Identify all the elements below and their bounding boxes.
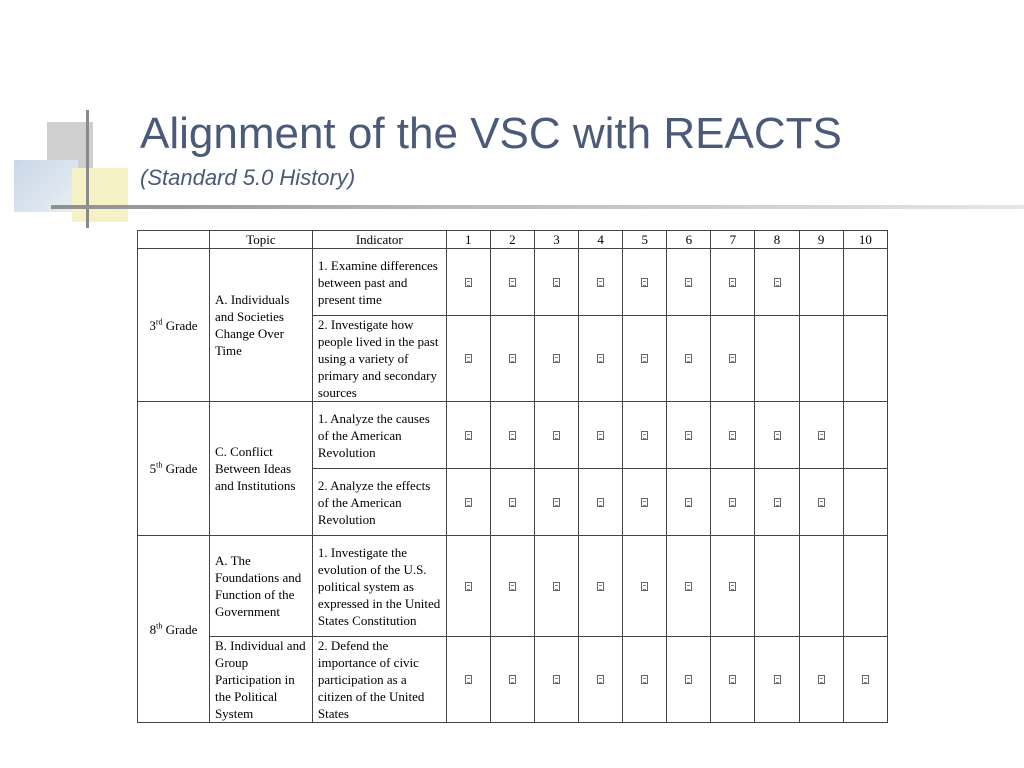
checkbox-mark-icon: [818, 498, 825, 507]
checkbox-mark-icon: [509, 278, 516, 287]
mark-cell: [667, 249, 711, 316]
checkbox-mark-icon: [729, 675, 736, 684]
checkbox-mark-icon: [774, 675, 781, 684]
checkbox-mark-icon: [597, 675, 604, 684]
checkbox-mark-icon: [465, 431, 472, 440]
table-row: [138, 637, 888, 723]
checkbox-mark-icon: [774, 498, 781, 507]
mark-cell: [799, 469, 843, 536]
mark-cell: [534, 637, 578, 723]
mark-cell: [446, 316, 490, 402]
indicator-cell: 2. Analyze the effects of the American Revolution: [312, 469, 446, 536]
checkbox-mark-icon: [509, 498, 516, 507]
mark-cell: [446, 536, 490, 637]
mark-cell: [755, 402, 799, 469]
table-row: [138, 402, 888, 469]
checkbox-mark-icon: [729, 582, 736, 591]
checkbox-mark-icon: [553, 675, 560, 684]
header-row: [138, 231, 888, 249]
mark-cell: [490, 469, 534, 536]
indicator-cell: 2. Defend the importance of civic participation as a citizen of the United States: [312, 637, 446, 723]
decor-horizontal-rule: [51, 205, 1024, 209]
grade-label: Grade: [165, 461, 198, 476]
checkbox-mark-icon: [553, 582, 560, 591]
checkbox-mark-icon: [729, 498, 736, 507]
mark-cell: [667, 316, 711, 402]
mark-cell: [799, 249, 843, 316]
checkbox-mark-icon: [509, 582, 516, 591]
mark-cell: [623, 637, 667, 723]
checkbox-mark-icon: [818, 431, 825, 440]
checkbox-mark-icon: [465, 498, 472, 507]
checkbox-mark-icon: [685, 675, 692, 684]
decor-yellow-square: [72, 168, 128, 222]
header-cell: 6: [667, 231, 711, 249]
grade-number: 8: [149, 621, 157, 637]
checkbox-mark-icon: [685, 582, 692, 591]
header-cell: 1: [446, 231, 490, 249]
topic-cell: B. Individual and Group Participation in the Political System: [209, 637, 312, 723]
mark-cell: [755, 637, 799, 723]
checkbox-mark-icon: [685, 498, 692, 507]
mark-cell: [490, 637, 534, 723]
mark-cell: [843, 316, 887, 402]
mark-cell: [446, 249, 490, 316]
checkbox-mark-icon: [729, 431, 736, 440]
checkbox-mark-icon: [553, 431, 560, 440]
checkbox-mark-icon: [465, 582, 472, 591]
checkbox-mark-icon: [729, 278, 736, 287]
checkbox-mark-icon: [685, 431, 692, 440]
checkbox-mark-icon: [685, 278, 692, 287]
indicator-cell: 1. Investigate the evolution of the U.S. political system as expressed in the United States Constitution: [312, 536, 446, 637]
header-cell: [138, 231, 210, 249]
mark-cell: [711, 402, 755, 469]
checkbox-mark-icon: [641, 354, 648, 363]
checkbox-mark-icon: [597, 431, 604, 440]
mark-cell: [623, 402, 667, 469]
checkbox-mark-icon: [465, 354, 472, 363]
grade-number: 3: [149, 317, 156, 333]
topic-cell: A. Individuals and Societies Change Over Time: [209, 249, 312, 402]
mark-cell: [446, 469, 490, 536]
checkbox-mark-icon: [862, 675, 869, 684]
grade-label: Grade: [165, 317, 198, 333]
table-row: [138, 536, 888, 637]
grade-label: Grade: [165, 621, 198, 637]
topic-cell: A. The Foundations and Function of the Government: [209, 536, 312, 637]
mark-cell: [490, 402, 534, 469]
mark-cell: [623, 469, 667, 536]
header-cell: 3: [534, 231, 578, 249]
header-cell: Indicator: [312, 231, 446, 249]
header-cell: 9: [799, 231, 843, 249]
mark-cell: [843, 249, 887, 316]
mark-cell: [534, 402, 578, 469]
table-row: [138, 249, 888, 316]
header-cell: 4: [579, 231, 623, 249]
decor-vertical-line: [86, 110, 89, 228]
checkbox-mark-icon: [597, 278, 604, 287]
mark-cell: [623, 536, 667, 637]
checkbox-mark-icon: [509, 431, 516, 440]
mark-cell: [579, 249, 623, 316]
mark-cell: [623, 316, 667, 402]
checkbox-mark-icon: [597, 582, 604, 591]
mark-cell: [534, 249, 578, 316]
mark-cell: [490, 316, 534, 402]
mark-cell: [843, 637, 887, 723]
checkbox-mark-icon: [641, 431, 648, 440]
mark-cell: [534, 469, 578, 536]
mark-cell: [446, 402, 490, 469]
mark-cell: [711, 469, 755, 536]
header-cell: 5: [623, 231, 667, 249]
mark-cell: [755, 316, 799, 402]
checkbox-mark-icon: [553, 498, 560, 507]
checkbox-mark-icon: [509, 675, 516, 684]
mark-cell: [755, 249, 799, 316]
checkbox-mark-icon: [818, 675, 825, 684]
checkbox-mark-icon: [641, 675, 648, 684]
mark-cell: [534, 536, 578, 637]
grade-number: 5: [149, 461, 157, 476]
header-cell: 8: [755, 231, 799, 249]
mark-cell: [711, 316, 755, 402]
mark-cell: [711, 249, 755, 316]
mark-cell: [579, 469, 623, 536]
mark-cell: [490, 536, 534, 637]
header-cell: 2: [490, 231, 534, 249]
mark-cell: [799, 316, 843, 402]
mark-cell: [446, 637, 490, 723]
indicator-cell: 1. Analyze the causes of the American Revolution: [312, 402, 446, 469]
mark-cell: [579, 316, 623, 402]
mark-cell: [755, 469, 799, 536]
grade-suffix: rd: [155, 317, 163, 327]
slide-subtitle: (Standard 5.0 History): [140, 165, 356, 190]
checkbox-mark-icon: [509, 354, 516, 363]
mark-cell: [579, 402, 623, 469]
alignment-table: [137, 230, 888, 723]
mark-cell: [490, 249, 534, 316]
grade-cell: [138, 536, 210, 723]
checkbox-mark-icon: [685, 354, 692, 363]
mark-cell: [534, 316, 578, 402]
indicator-cell: 1. Examine differences between past and present time: [312, 249, 446, 316]
grade-suffix: th: [156, 621, 163, 631]
checkbox-mark-icon: [597, 498, 604, 507]
header-cell: 10: [843, 231, 887, 249]
mark-cell: [579, 637, 623, 723]
mark-cell: [667, 637, 711, 723]
checkbox-mark-icon: [641, 582, 648, 591]
mark-cell: [667, 402, 711, 469]
mark-cell: [711, 536, 755, 637]
header-cell: 7: [711, 231, 755, 249]
header-cell: Topic: [209, 231, 312, 249]
mark-cell: [667, 469, 711, 536]
mark-cell: [623, 249, 667, 316]
mark-cell: [799, 536, 843, 637]
indicator-cell: 2. Investigate how people lived in the past using a variety of primary and secondary sources: [312, 316, 446, 402]
checkbox-mark-icon: [553, 278, 560, 287]
grade-suffix: th: [156, 460, 163, 470]
mark-cell: [667, 536, 711, 637]
checkbox-mark-icon: [641, 278, 648, 287]
checkbox-mark-icon: [597, 354, 604, 363]
checkbox-mark-icon: [553, 354, 560, 363]
mark-cell: [755, 536, 799, 637]
mark-cell: [799, 402, 843, 469]
checkbox-mark-icon: [465, 675, 472, 684]
mark-cell: [711, 637, 755, 723]
grade-cell: [138, 249, 210, 402]
checkbox-mark-icon: [465, 278, 472, 287]
mark-cell: [843, 402, 887, 469]
topic-cell: C. Conflict Between Ideas and Institutions: [209, 402, 312, 536]
mark-cell: [579, 536, 623, 637]
mark-cell: [843, 536, 887, 637]
mark-cell: [843, 469, 887, 536]
mark-cell: [799, 637, 843, 723]
checkbox-mark-icon: [641, 498, 648, 507]
slide-title: Alignment of the VSC with REACTS: [140, 109, 842, 158]
checkbox-mark-icon: [774, 278, 781, 287]
checkbox-mark-icon: [774, 431, 781, 440]
checkbox-mark-icon: [729, 354, 736, 363]
grade-cell: [138, 402, 210, 536]
